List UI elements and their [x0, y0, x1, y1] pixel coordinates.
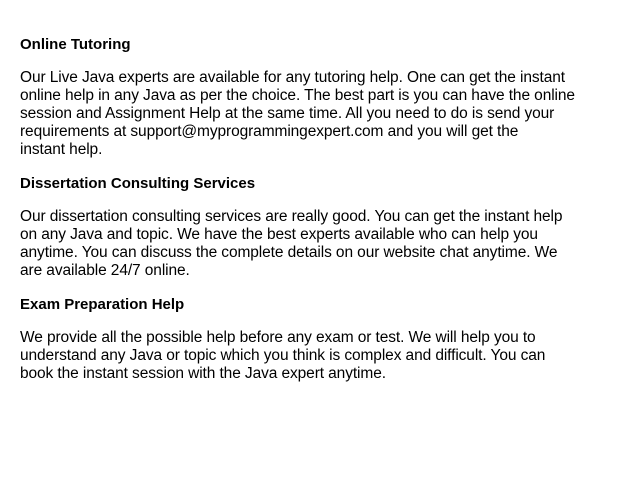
section-paragraph [20, 208, 620, 280]
section-paragraph [20, 69, 620, 159]
paragraph-line: instant help. [20, 141, 103, 158]
section-dissertation-consulting [20, 175, 620, 280]
paragraph-line: anytime. You can discuss the complete details on our website chat anytime. We [20, 244, 558, 261]
paragraph-line: Our dissertation consulting services are really good. You can get the instant help [20, 208, 563, 225]
section-heading: Exam Preparation Help [20, 296, 185, 313]
paragraph-line: are available 24/7 online. [20, 262, 190, 279]
paragraph-line: book the instant session with the Java expert anytime. [20, 365, 386, 382]
paragraph-line: on any Java and topic. We have the best experts available who can help you [20, 226, 538, 243]
section-heading: Dissertation Consulting Services [20, 175, 256, 192]
paragraph-line: requirements at support@myprogrammingexpert.com and you will get the [20, 123, 519, 140]
slide-content [20, 36, 620, 399]
section-heading: Online Tutoring [20, 36, 131, 53]
paragraph-line: Our Live Java experts are available for any tutoring help. One can get the instant [20, 69, 565, 86]
paragraph-line: session and Assignment Help at the same time. All you need to do is send your [20, 105, 555, 122]
section-exam-preparation [20, 296, 620, 383]
paragraph-line: We provide all the possible help before any exam or test. We will help you to [20, 329, 536, 346]
section-online-tutoring [20, 36, 620, 159]
section-paragraph [20, 329, 620, 383]
paragraph-line: online help in any Java as per the choice. The best part is you can have the online [20, 87, 575, 104]
paragraph-line: understand any Java or topic which you think is complex and difficult. You can [20, 347, 546, 364]
